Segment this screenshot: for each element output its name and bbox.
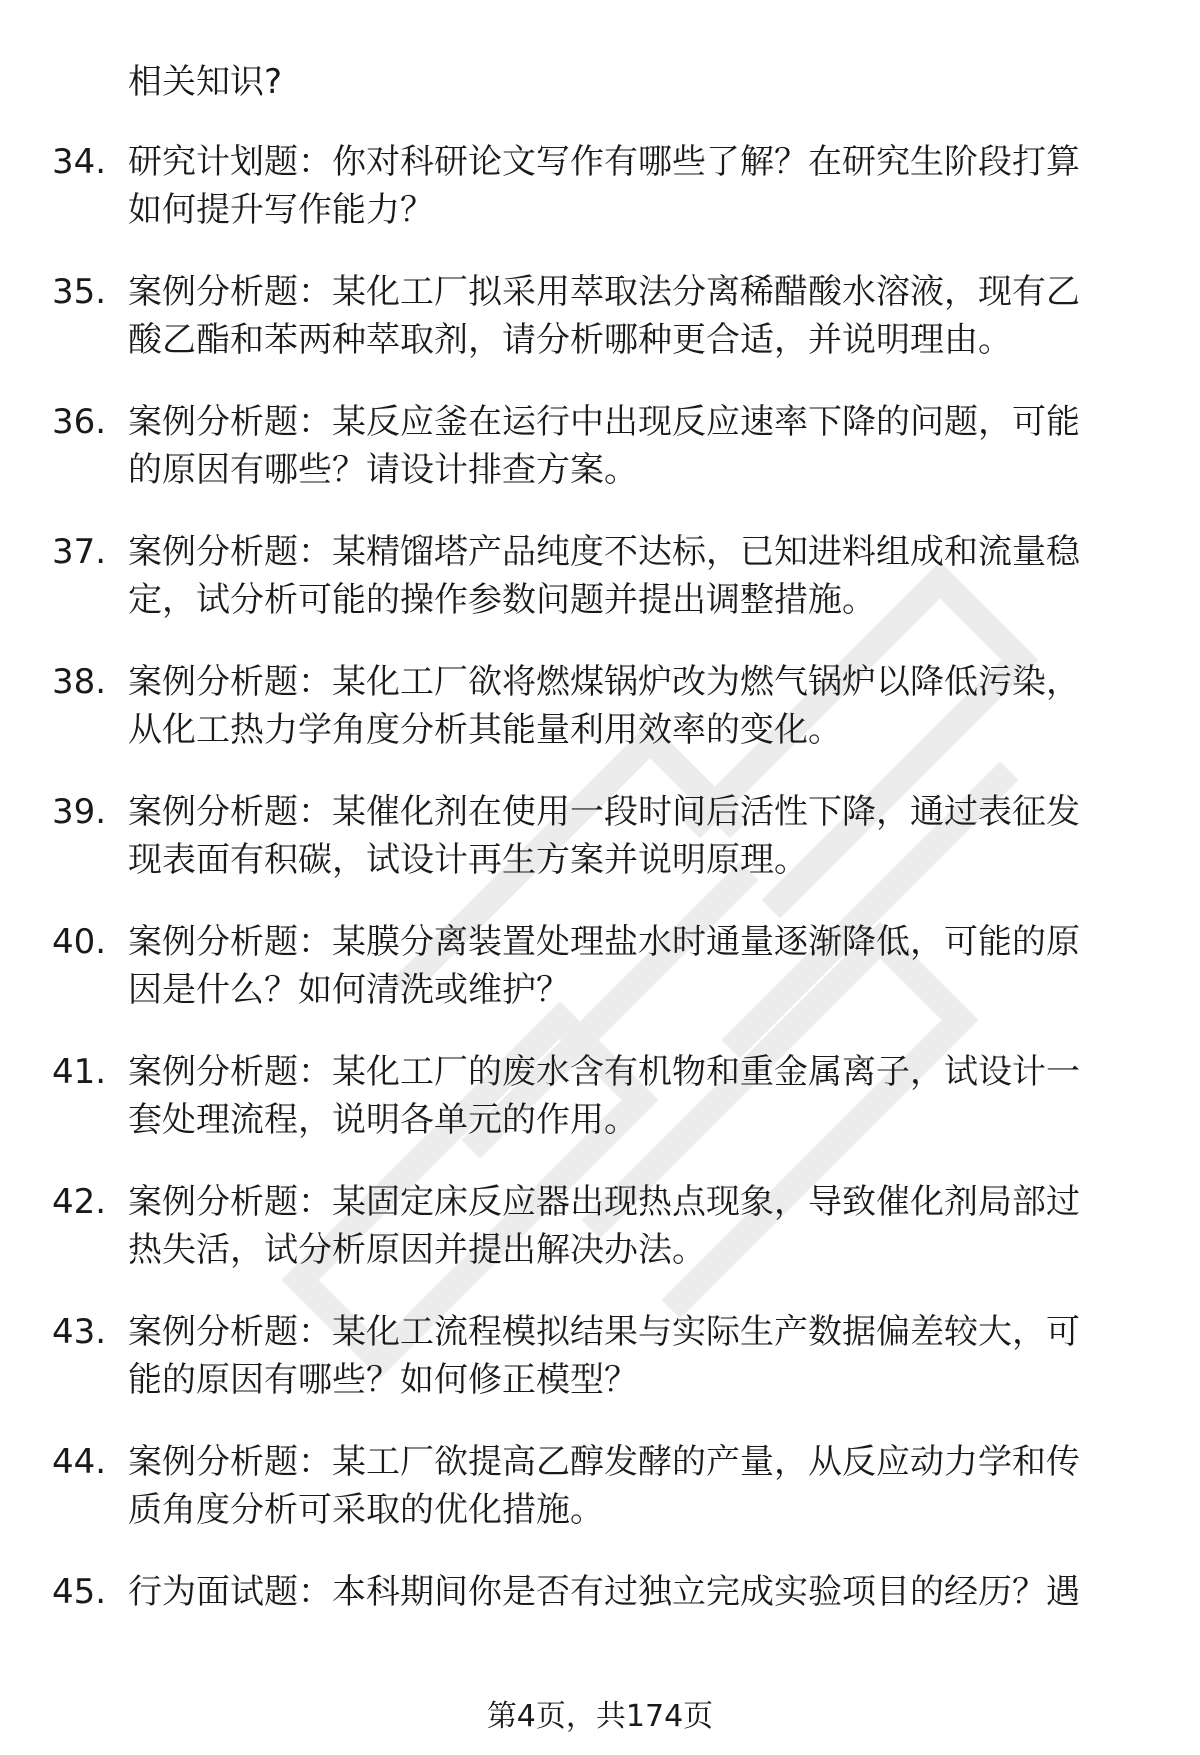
question-text-line: 酸乙酯和苯两种萃取剂，请分析哪种更合适，并说明理由。 — [128, 320, 1012, 360]
question-number: 40. — [52, 922, 107, 962]
question-text-line: 案例分析题：某化工厂欲将燃煤锅炉改为燃气锅炉以降低污染， — [128, 662, 1080, 702]
question-text-line: 从化工热力学角度分析其能量利用效率的变化。 — [128, 710, 842, 750]
question-number: 41. — [52, 1052, 107, 1092]
question-number: 36. — [52, 402, 107, 442]
question-text-line: 案例分析题：某固定床反应器出现热点现象，导致催化剂局部过 — [128, 1182, 1080, 1222]
question-text-line: 案例分析题：某催化剂在使用一段时间后活性下降，通过表征发 — [128, 792, 1080, 832]
question-text-line: 案例分析题：某工厂欲提高乙醇发酵的产量，从反应动力学和传 — [128, 1442, 1080, 1482]
question-number: 42. — [52, 1182, 107, 1222]
question-text-line: 案例分析题：某反应釜在运行中出现反应速率下降的问题，可能 — [128, 402, 1080, 442]
question-text-line: 定，试分析可能的操作参数问题并提出调整措施。 — [128, 580, 876, 620]
question-text-line: 质角度分析可采取的优化措施。 — [128, 1490, 604, 1530]
question-number: 43. — [52, 1312, 107, 1352]
question-number: 45. — [52, 1572, 107, 1612]
question-number: 39. — [52, 792, 107, 832]
question-text-line: 现表面有积碳，试设计再生方案并说明原理。 — [128, 840, 808, 880]
question-text-line: 案例分析题：某化工厂的废水含有机物和重金属离子，试设计一 — [128, 1052, 1080, 1092]
question-text-line: 研究计划题：你对科研论文写作有哪些了解？在研究生阶段打算 — [128, 142, 1080, 182]
question-text-line: 如何提升写作能力？ — [128, 190, 434, 230]
question-number: 37. — [52, 532, 107, 572]
page-footer: 第4页，共174页 — [486, 1699, 714, 1734]
continuation-text: 相关知识? — [128, 62, 283, 102]
question-text-line: 案例分析题：某膜分离装置处理盐水时通量逐渐降低，可能的原 — [128, 922, 1080, 962]
question-number: 35. — [52, 272, 107, 312]
question-text-line: 热失活，试分析原因并提出解决办法。 — [128, 1230, 706, 1270]
question-text-line: 案例分析题：某精馏塔产品纯度不达标，已知进料组成和流量稳 — [128, 532, 1080, 572]
question-number: 38. — [52, 662, 107, 702]
question-text-line: 能的原因有哪些？如何修正模型？ — [128, 1360, 638, 1400]
question-number: 34. — [52, 142, 107, 182]
question-text-line: 的原因有哪些？请设计排查方案。 — [128, 450, 638, 490]
question-text-line: 行为面试题：本科期间你是否有过独立完成实验项目的经历？遇 — [128, 1572, 1080, 1612]
question-text-line: 案例分析题：某化工流程模拟结果与实际生产数据偏差较大，可 — [128, 1312, 1080, 1352]
question-text-line: 因是什么？如何清洗或维护？ — [128, 970, 570, 1010]
question-text-line: 案例分析题：某化工厂拟采用萃取法分离稀醋酸水溶液，现有乙 — [128, 272, 1080, 312]
question-number: 44. — [52, 1442, 107, 1482]
question-text-line: 套处理流程，说明各单元的作用。 — [128, 1100, 638, 1140]
